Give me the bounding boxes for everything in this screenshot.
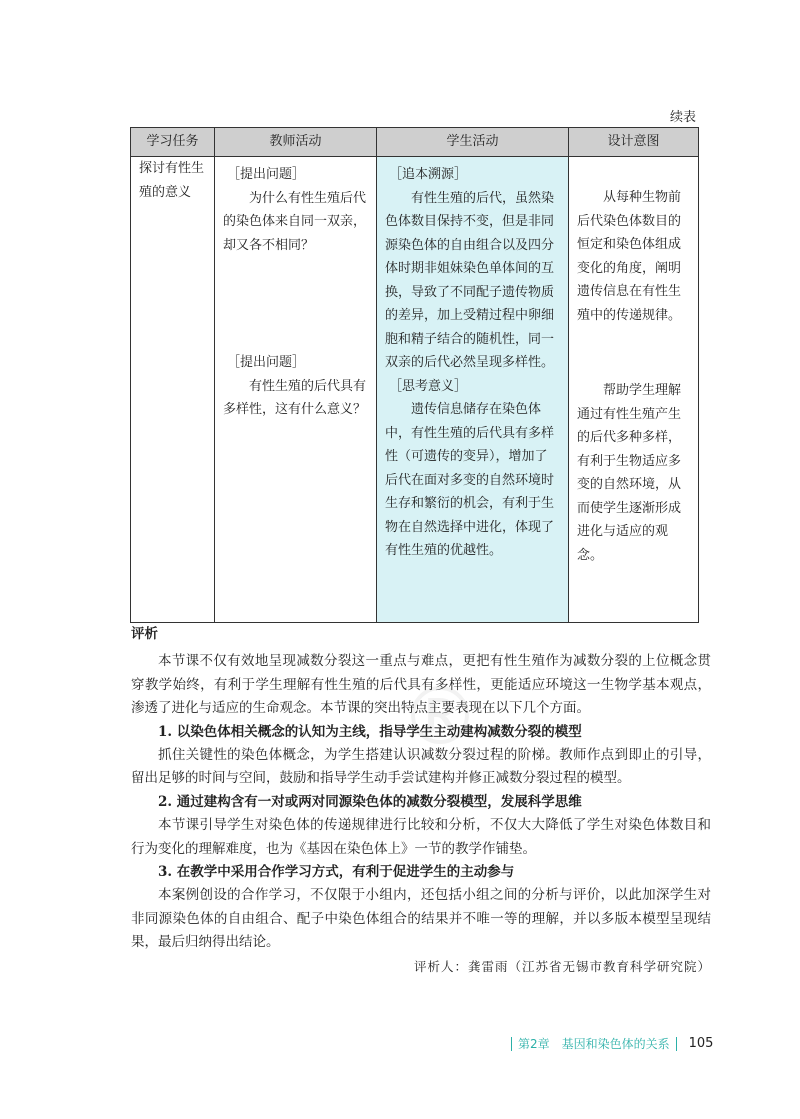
- point-title-1: 1. 以染色体相关概念的认知为主线，指导学生主动建构减数分裂的模型: [158, 723, 582, 740]
- point-title-2: 2. 通过建构含有一对或两对同源染色体的减数分裂模型，发展科学思维: [158, 793, 582, 810]
- header-task: 学习任务: [131, 128, 215, 157]
- point-body-1: 抓住关键性的染色体概念，为学生搭建认识减数分裂过程的阶梯。教师作点到即止的引导，留出足够的时间与空间，鼓励和指导学生动手尝试建构并修正减数分裂过程的模型。: [131, 747, 711, 787]
- header-student: 学生活动: [377, 128, 569, 157]
- commentary-section: [131, 623, 711, 978]
- footer-divider-right: [676, 1037, 677, 1051]
- footer-divider-left: [511, 1037, 512, 1051]
- lesson-plan-table: [130, 127, 699, 623]
- student-text-2: 遗传信息储存在染色体中，有性生殖的后代具有多样性（可遗传的变异），增加了后代在面对多变的自然环境时生存和繁衍的机会，有利于生物在自然选择中进化，体现了有性生殖的优越性。: [385, 402, 555, 558]
- teacher-tag-1: ［提出问题］: [227, 167, 306, 182]
- table-row: [131, 157, 699, 623]
- header-design: 设计意图: [569, 128, 699, 157]
- table-header-row: [131, 128, 699, 157]
- student-tag-2: ［思考意义］: [389, 378, 468, 394]
- design-text-2: 帮助学生理解通过有性生殖产生的后代多种多样，有利于生物适应多变的自然环境，从而使学生逐渐形成进化与适应的观念。: [577, 383, 682, 563]
- footer-chapter: 第2章 基因和染色体的关系: [518, 1037, 670, 1051]
- teacher-tag-2: ［提出问题］: [227, 355, 306, 370]
- commentary-intro: 本节课不仅有效地呈现减数分裂这一重点与难点，更把有性生殖作为减数分裂的上位概念贯穿教学始终，有利于学生理解有性生殖的后代具有多样性，更能适应环境这一生物学基本观点，渗透了进化与适应的生命观念。本节课的突出特点主要表现在以下几个方面。: [131, 653, 711, 717]
- reviewer-credit: 评析人：龚雷雨（江苏省无锡市教育科学研究院）: [413, 958, 711, 974]
- continued-label: 续表: [670, 110, 697, 125]
- point-body-2: 本节课引导学生对染色体的传递规律进行比较和分析，不仅大大降低了学生对染色体数目和行为变化的理解难度，也为《基因在染色体上》一节的教学作铺垫。: [131, 817, 711, 857]
- teacher-cell: [215, 157, 377, 623]
- watermark: ®: [400, 670, 480, 763]
- design-cell: [569, 157, 699, 623]
- task-cell: 探讨有性生殖的意义: [131, 157, 215, 623]
- design-text-1: 从每种生物前后代染色体数目的恒定和染色体组成变化的角度，阐明遗传信息在有性生殖中的传递规律。: [577, 190, 682, 323]
- page-footer: [505, 1035, 713, 1052]
- page-number: 105: [688, 1036, 714, 1051]
- student-tag-1: ［追本溯源］: [389, 167, 468, 182]
- point-body-3: 本案例创设的合作学习，不仅限于小组内，还包括小组之间的分析与评价，以此加深学生对非同源染色体的自由组合、配子中染色体组合的结果并不唯一等的理解，并以多版本模型呈现结果，最后归纳得出结论。: [131, 887, 711, 951]
- student-cell: [377, 157, 569, 623]
- point-title-3: 3. 在教学中采用合作学习方式，有利于促进学生的主动参与: [158, 864, 515, 881]
- student-text-1: 有性生殖的后代，虽然染色体数目保持不变，但是非同源染色体的自由组合以及四分体时期非姐妹染色单体间的互换，导致了不同配子遗传物质的差异，加上受精过程中卵细胞和精子结合的随机性，同一双亲的后代必然呈现多样性。: [385, 190, 555, 370]
- teacher-text-1: 为什么有性生殖后代的染色体来自同一双亲，却又各不相同？: [223, 190, 367, 253]
- commentary-heading: 评析: [131, 626, 158, 642]
- teacher-text-2: 有性生殖的后代具有多样性，这有什么意义？: [223, 378, 367, 417]
- header-teacher: 教师活动: [215, 128, 377, 157]
